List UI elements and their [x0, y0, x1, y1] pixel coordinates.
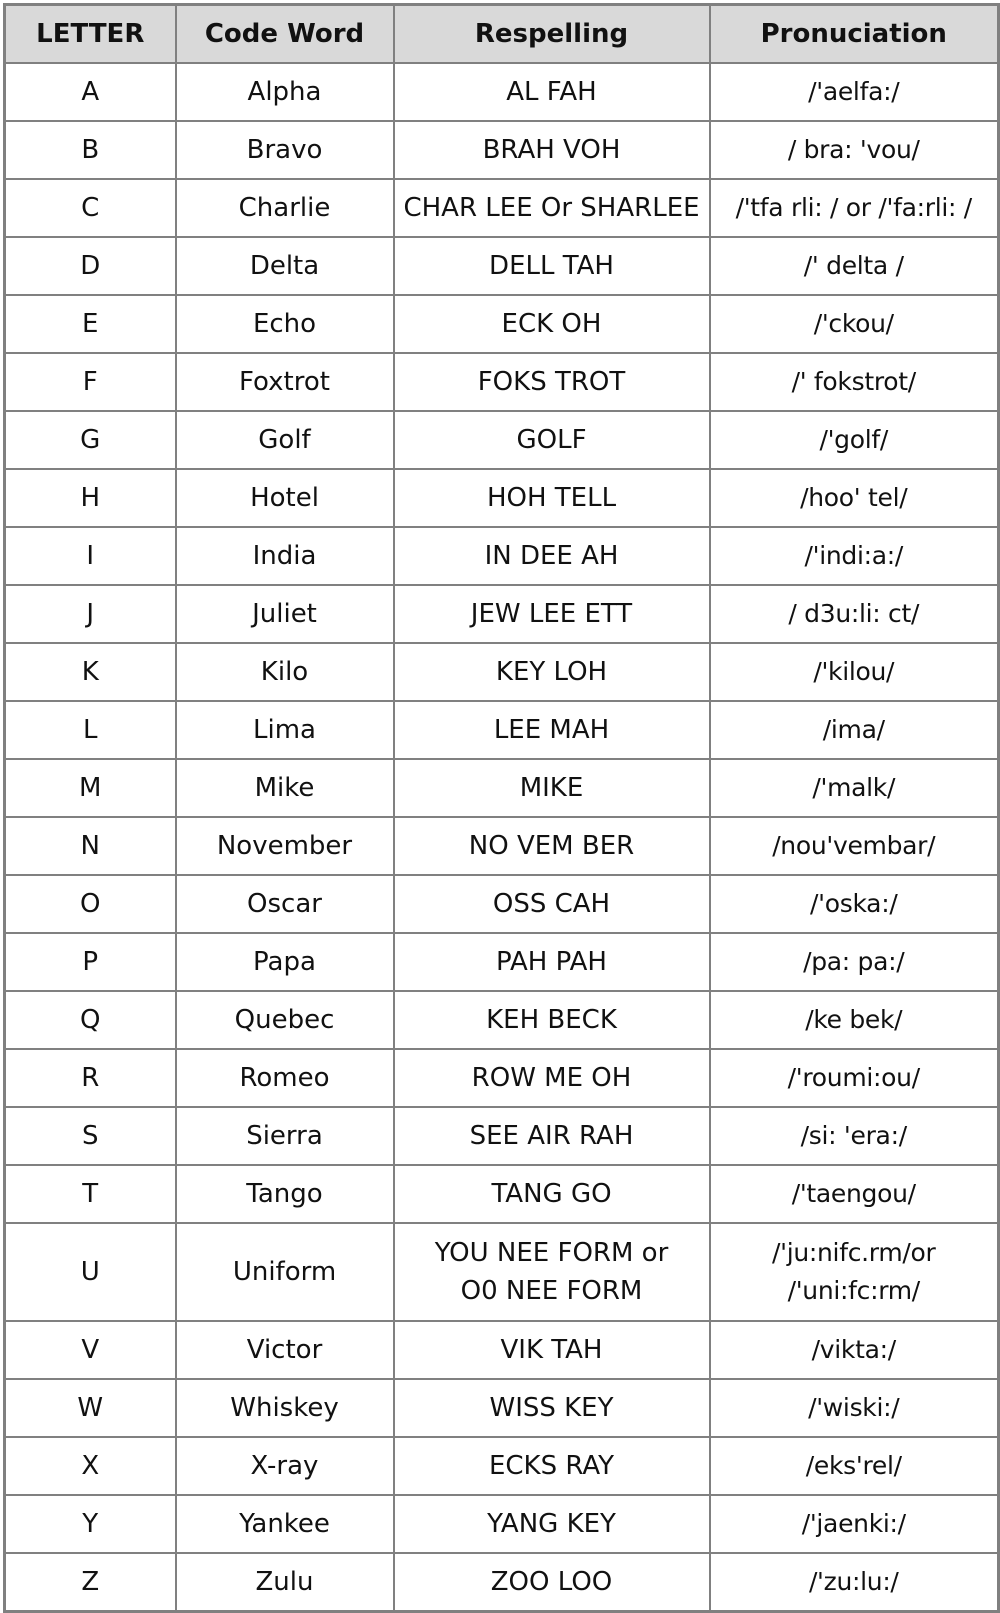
respelling-cell	[394, 179, 710, 237]
letter-cell-text: F	[82, 367, 98, 397]
table-row	[5, 585, 999, 643]
pronunciation-cell-text: /'roumi:ou/	[787, 1063, 920, 1092]
letter-cell-text: M	[79, 773, 102, 803]
respelling-cell	[394, 527, 710, 585]
letter-cell-text: P	[82, 947, 99, 977]
pronunciation-cell	[710, 179, 999, 237]
letter-cell	[5, 585, 176, 643]
respelling-cell	[394, 121, 710, 179]
respelling-cell	[394, 411, 710, 469]
pronunciation-cell-text: / bra: 'vou/	[787, 135, 920, 164]
respelling-cell-text: ZOO LOO	[490, 1567, 613, 1597]
table-row	[5, 817, 999, 875]
pronunciation-cell-text: /nou'vembar/	[772, 831, 936, 860]
letter-cell-text: L	[83, 715, 98, 745]
respelling-cell	[394, 643, 710, 701]
pronunciation-cell	[710, 759, 999, 817]
pronunciation-cell-text: /si: 'era:/	[800, 1121, 907, 1150]
pronunciation-cell-text: /pa: pa:/	[803, 947, 905, 976]
table-row	[5, 179, 999, 237]
pronunciation-cell	[710, 1379, 999, 1437]
code-word-cell-text: Yankee	[239, 1509, 330, 1539]
respelling-cell	[394, 585, 710, 643]
code-word-cell-text: Romeo	[239, 1063, 330, 1093]
respelling-cell-text: DELL TAH	[489, 251, 614, 281]
respelling-cell	[394, 991, 710, 1049]
respelling-cell-text: AL FAH	[506, 77, 597, 107]
code-word-cell	[176, 295, 394, 353]
letter-cell-text: O	[80, 889, 101, 919]
respelling-cell-text: SEE AIR RAH	[469, 1121, 634, 1151]
respelling-cell	[394, 237, 710, 295]
respelling-cell	[394, 1437, 710, 1495]
respelling-cell-text: BRAH VOH	[482, 135, 621, 165]
code-word-cell	[176, 121, 394, 179]
pronunciation-cell	[710, 1437, 999, 1495]
respelling-cell-text: MIKE	[519, 773, 584, 803]
letter-cell	[5, 1049, 176, 1107]
pronunciation-cell-text: /'indi:a:/	[804, 541, 903, 570]
respelling-cell	[394, 1495, 710, 1553]
code-word-cell-text: Kilo	[260, 657, 309, 687]
table-row	[5, 1495, 999, 1553]
pronunciation-cell	[710, 63, 999, 121]
code-word-cell-text: November	[216, 831, 353, 861]
code-word-cell-text: Papa	[253, 947, 316, 977]
pronunciation-cell	[710, 991, 999, 1049]
pronunciation-cell-text: /'tfa rli: / or /'fa:rli: /	[735, 193, 972, 222]
code-word-cell	[176, 63, 394, 121]
code-word-cell	[176, 1495, 394, 1553]
respelling-cell	[394, 759, 710, 817]
code-word-cell-text: Alpha	[247, 77, 322, 107]
code-word-cell	[176, 933, 394, 991]
letter-cell-text: R	[81, 1063, 100, 1093]
pronunciation-cell-text: /'aelfa:/	[808, 77, 900, 106]
pronunciation-cell-text: /' delta /	[803, 251, 904, 280]
respelling-cell	[394, 1223, 710, 1321]
pronunciation-cell-text: /'kilou/	[813, 657, 895, 686]
letter-cell-text: W	[77, 1393, 104, 1423]
code-word-cell	[176, 353, 394, 411]
letter-cell-text: B	[81, 135, 100, 165]
table-row	[5, 1107, 999, 1165]
respelling-cell-text: IN DEE AH	[484, 541, 619, 571]
letter-cell	[5, 643, 176, 701]
letter-cell-text: J	[86, 599, 95, 629]
code-word-cell	[176, 1107, 394, 1165]
code-word-cell-text: Zulu	[255, 1567, 314, 1597]
pronunciation-cell	[710, 1553, 999, 1612]
table-row	[5, 121, 999, 179]
respelling-cell-text: WISS KEY	[489, 1393, 614, 1423]
table-row	[5, 1321, 999, 1379]
code-word-cell-text: Sierra	[246, 1121, 323, 1151]
code-word-cell-text: Mike	[254, 773, 315, 803]
table-row	[5, 701, 999, 759]
code-word-cell	[176, 875, 394, 933]
letter-cell-text: S	[81, 1121, 99, 1151]
code-word-cell	[176, 1553, 394, 1612]
letter-cell	[5, 1321, 176, 1379]
code-word-cell	[176, 1165, 394, 1223]
code-word-cell-text: Foxtrot	[239, 367, 330, 397]
code-word-cell	[176, 585, 394, 643]
pronunciation-cell	[710, 875, 999, 933]
pronunciation-cell-text: /'oska:/	[810, 889, 898, 918]
respelling-cell	[394, 701, 710, 759]
letter-cell	[5, 991, 176, 1049]
letter-cell-text: E	[82, 309, 99, 339]
pronunciation-cell-text: /'jaenki:/	[801, 1509, 906, 1538]
table-row	[5, 527, 999, 585]
letter-cell	[5, 237, 176, 295]
letter-cell-text: Q	[80, 1005, 101, 1035]
header-letter: LETTER	[5, 5, 176, 64]
table-row	[5, 1437, 999, 1495]
letter-cell	[5, 1437, 176, 1495]
table-row	[5, 1379, 999, 1437]
pronunciation-cell	[710, 527, 999, 585]
pronunciation-cell-text: /eks'rel/	[805, 1451, 902, 1480]
respelling-cell-text: HOH TELL	[486, 483, 617, 513]
letter-cell	[5, 353, 176, 411]
letter-cell-text: N	[80, 831, 100, 861]
letter-cell	[5, 817, 176, 875]
pronunciation-cell-text: /'wiski:/	[808, 1393, 900, 1422]
table-row	[5, 1165, 999, 1223]
code-word-cell	[176, 817, 394, 875]
table-header	[5, 5, 999, 64]
pronunciation-cell	[710, 469, 999, 527]
pronunciation-cell	[710, 1049, 999, 1107]
respelling-cell-text: ECKS RAY	[488, 1451, 615, 1481]
header-pronunciation: Pronuciation	[710, 5, 999, 64]
pronunciation-cell	[710, 933, 999, 991]
table-row	[5, 63, 999, 121]
respelling-cell	[394, 1107, 710, 1165]
letter-cell	[5, 121, 176, 179]
code-word-cell-text: Lima	[253, 715, 316, 745]
pronunciation-cell	[710, 817, 999, 875]
respelling-cell-text: NO VEM BER	[468, 831, 635, 861]
code-word-cell-text: Whiskey	[230, 1393, 339, 1423]
table-row	[5, 295, 999, 353]
code-word-cell	[176, 469, 394, 527]
respelling-cell-text: VIK TAH	[500, 1335, 603, 1365]
letter-cell	[5, 63, 176, 121]
respelling-cell-text: CHAR LEE Or SHARLEE	[403, 193, 700, 223]
pronunciation-cell	[710, 1495, 999, 1553]
letter-cell	[5, 179, 176, 237]
letter-cell	[5, 759, 176, 817]
table-row	[5, 759, 999, 817]
letter-cell	[5, 875, 176, 933]
pronunciation-cell-text: / d3u:li: ct/	[788, 599, 920, 628]
respelling-cell	[394, 1049, 710, 1107]
letter-cell	[5, 1107, 176, 1165]
pronunciation-cell-text: /'golf/	[819, 425, 889, 454]
letter-cell-text: H	[80, 483, 101, 513]
table-row	[5, 237, 999, 295]
code-word-cell	[176, 1321, 394, 1379]
pronunciation-cell-text: /ke bek/	[805, 1005, 903, 1034]
code-word-cell	[176, 759, 394, 817]
table-row	[5, 1223, 999, 1321]
pronunciation-cell-text: /'ju:nifc.rm/or /'uni:fc:rm/	[772, 1238, 936, 1305]
code-word-cell	[176, 1049, 394, 1107]
code-word-cell	[176, 991, 394, 1049]
letter-cell	[5, 1379, 176, 1437]
respelling-cell-text: YANG KEY	[487, 1509, 616, 1539]
letter-cell	[5, 1223, 176, 1321]
respelling-cell-text: ECK OH	[501, 309, 602, 339]
respelling-cell	[394, 353, 710, 411]
respelling-cell-text: KEY LOH	[495, 657, 608, 687]
respelling-cell	[394, 295, 710, 353]
respelling-cell	[394, 1379, 710, 1437]
pronunciation-cell	[710, 1223, 999, 1321]
letter-cell	[5, 701, 176, 759]
respelling-cell-text: KEH BECK	[486, 1005, 617, 1035]
letter-cell	[5, 469, 176, 527]
pronunciation-cell-text: /'ckou/	[813, 309, 894, 338]
letter-cell	[5, 527, 176, 585]
code-word-cell	[176, 411, 394, 469]
code-word-cell	[176, 527, 394, 585]
code-word-cell	[176, 643, 394, 701]
respelling-cell-text: PAH PAH	[496, 947, 607, 977]
letter-cell	[5, 1495, 176, 1553]
header-respelling: Respelling	[394, 5, 710, 64]
pronunciation-cell	[710, 1107, 999, 1165]
pronunciation-cell-text: /'zu:lu:/	[808, 1567, 899, 1596]
pronunciation-cell	[710, 121, 999, 179]
pronunciation-cell	[710, 701, 999, 759]
code-word-cell-text: Quebec	[234, 1005, 335, 1035]
code-word-cell-text: Juliet	[252, 599, 317, 629]
pronunciation-cell-text: /' fokstrot/	[791, 367, 916, 396]
letter-cell-text: G	[80, 425, 101, 455]
table-row	[5, 933, 999, 991]
code-word-cell-text: Echo	[252, 309, 317, 339]
respelling-cell	[394, 1553, 710, 1612]
table-row	[5, 469, 999, 527]
pronunciation-cell-text: /'malk/	[812, 773, 896, 802]
respelling-cell-text: LEE MAH	[493, 715, 610, 745]
letter-cell	[5, 933, 176, 991]
table-row	[5, 875, 999, 933]
letter-cell-text: V	[81, 1335, 100, 1365]
respelling-cell-text: OSS CAH	[492, 889, 611, 919]
phonetic-alphabet-table-container	[3, 3, 997, 1607]
letter-cell-text: Y	[82, 1509, 99, 1539]
code-word-cell	[176, 1223, 394, 1321]
pronunciation-cell	[710, 1321, 999, 1379]
pronunciation-cell	[710, 353, 999, 411]
respelling-cell	[394, 933, 710, 991]
pronunciation-cell-text: /vikta:/	[811, 1335, 896, 1364]
code-word-cell-text: Delta	[249, 251, 320, 281]
code-word-cell	[176, 701, 394, 759]
code-word-cell-text: India	[252, 541, 317, 571]
header-row	[5, 5, 999, 64]
letter-cell	[5, 411, 176, 469]
letter-cell-text: K	[81, 657, 99, 687]
respelling-cell	[394, 1321, 710, 1379]
respelling-cell	[394, 875, 710, 933]
pronunciation-cell	[710, 295, 999, 353]
pronunciation-cell-text: /hoo' tel/	[800, 483, 908, 512]
letter-cell-text: I	[86, 541, 95, 571]
code-word-cell-text: Golf	[258, 425, 311, 455]
table-row	[5, 1553, 999, 1612]
letter-cell-text: X	[81, 1451, 100, 1481]
pronunciation-cell	[710, 411, 999, 469]
table-body	[5, 63, 999, 1612]
respelling-cell	[394, 469, 710, 527]
respelling-cell-text: YOU NEE FORM or O0 NEE FORM	[434, 1238, 669, 1306]
code-word-cell-text: Victor	[246, 1335, 323, 1365]
letter-cell-text: T	[82, 1179, 99, 1209]
pronunciation-cell	[710, 1165, 999, 1223]
respelling-cell-text: ROW ME OH	[471, 1063, 632, 1093]
respelling-cell	[394, 63, 710, 121]
code-word-cell-text: Uniform	[232, 1257, 337, 1287]
code-word-cell-text: Charlie	[238, 193, 331, 223]
pronunciation-cell	[710, 585, 999, 643]
code-word-cell-text: Tango	[246, 1179, 323, 1209]
pronunciation-cell	[710, 237, 999, 295]
code-word-cell	[176, 237, 394, 295]
letter-cell-text: U	[80, 1257, 100, 1287]
code-word-cell-text: X-ray	[250, 1451, 319, 1481]
code-word-cell	[176, 179, 394, 237]
code-word-cell	[176, 1379, 394, 1437]
letter-cell	[5, 1553, 176, 1612]
letter-cell-text: A	[81, 77, 100, 107]
letter-cell-text: C	[81, 193, 100, 223]
code-word-cell-text: Bravo	[246, 135, 323, 165]
table-row	[5, 411, 999, 469]
letter-cell	[5, 1165, 176, 1223]
pronunciation-cell-text: /'taengou/	[791, 1179, 916, 1208]
table-row	[5, 991, 999, 1049]
code-word-cell-text: Oscar	[247, 889, 322, 919]
respelling-cell-text: JEW LEE ETT	[470, 599, 633, 629]
letter-cell	[5, 295, 176, 353]
respelling-cell	[394, 1165, 710, 1223]
respelling-cell-text: TANG GO	[491, 1179, 612, 1209]
respelling-cell-text: FOKS TROT	[477, 367, 626, 397]
letter-cell-text: Z	[81, 1567, 100, 1597]
phonetic-alphabet-table	[3, 3, 1000, 1613]
table-row	[5, 643, 999, 701]
respelling-cell	[394, 817, 710, 875]
table-row	[5, 1049, 999, 1107]
code-word-cell-text: Hotel	[250, 483, 319, 513]
letter-cell-text: D	[80, 251, 101, 281]
pronunciation-cell	[710, 643, 999, 701]
respelling-cell-text: GOLF	[516, 425, 587, 455]
header-code-word: Code Word	[176, 5, 394, 64]
pronunciation-cell-text: /ima/	[822, 715, 885, 744]
table-row	[5, 353, 999, 411]
code-word-cell	[176, 1437, 394, 1495]
